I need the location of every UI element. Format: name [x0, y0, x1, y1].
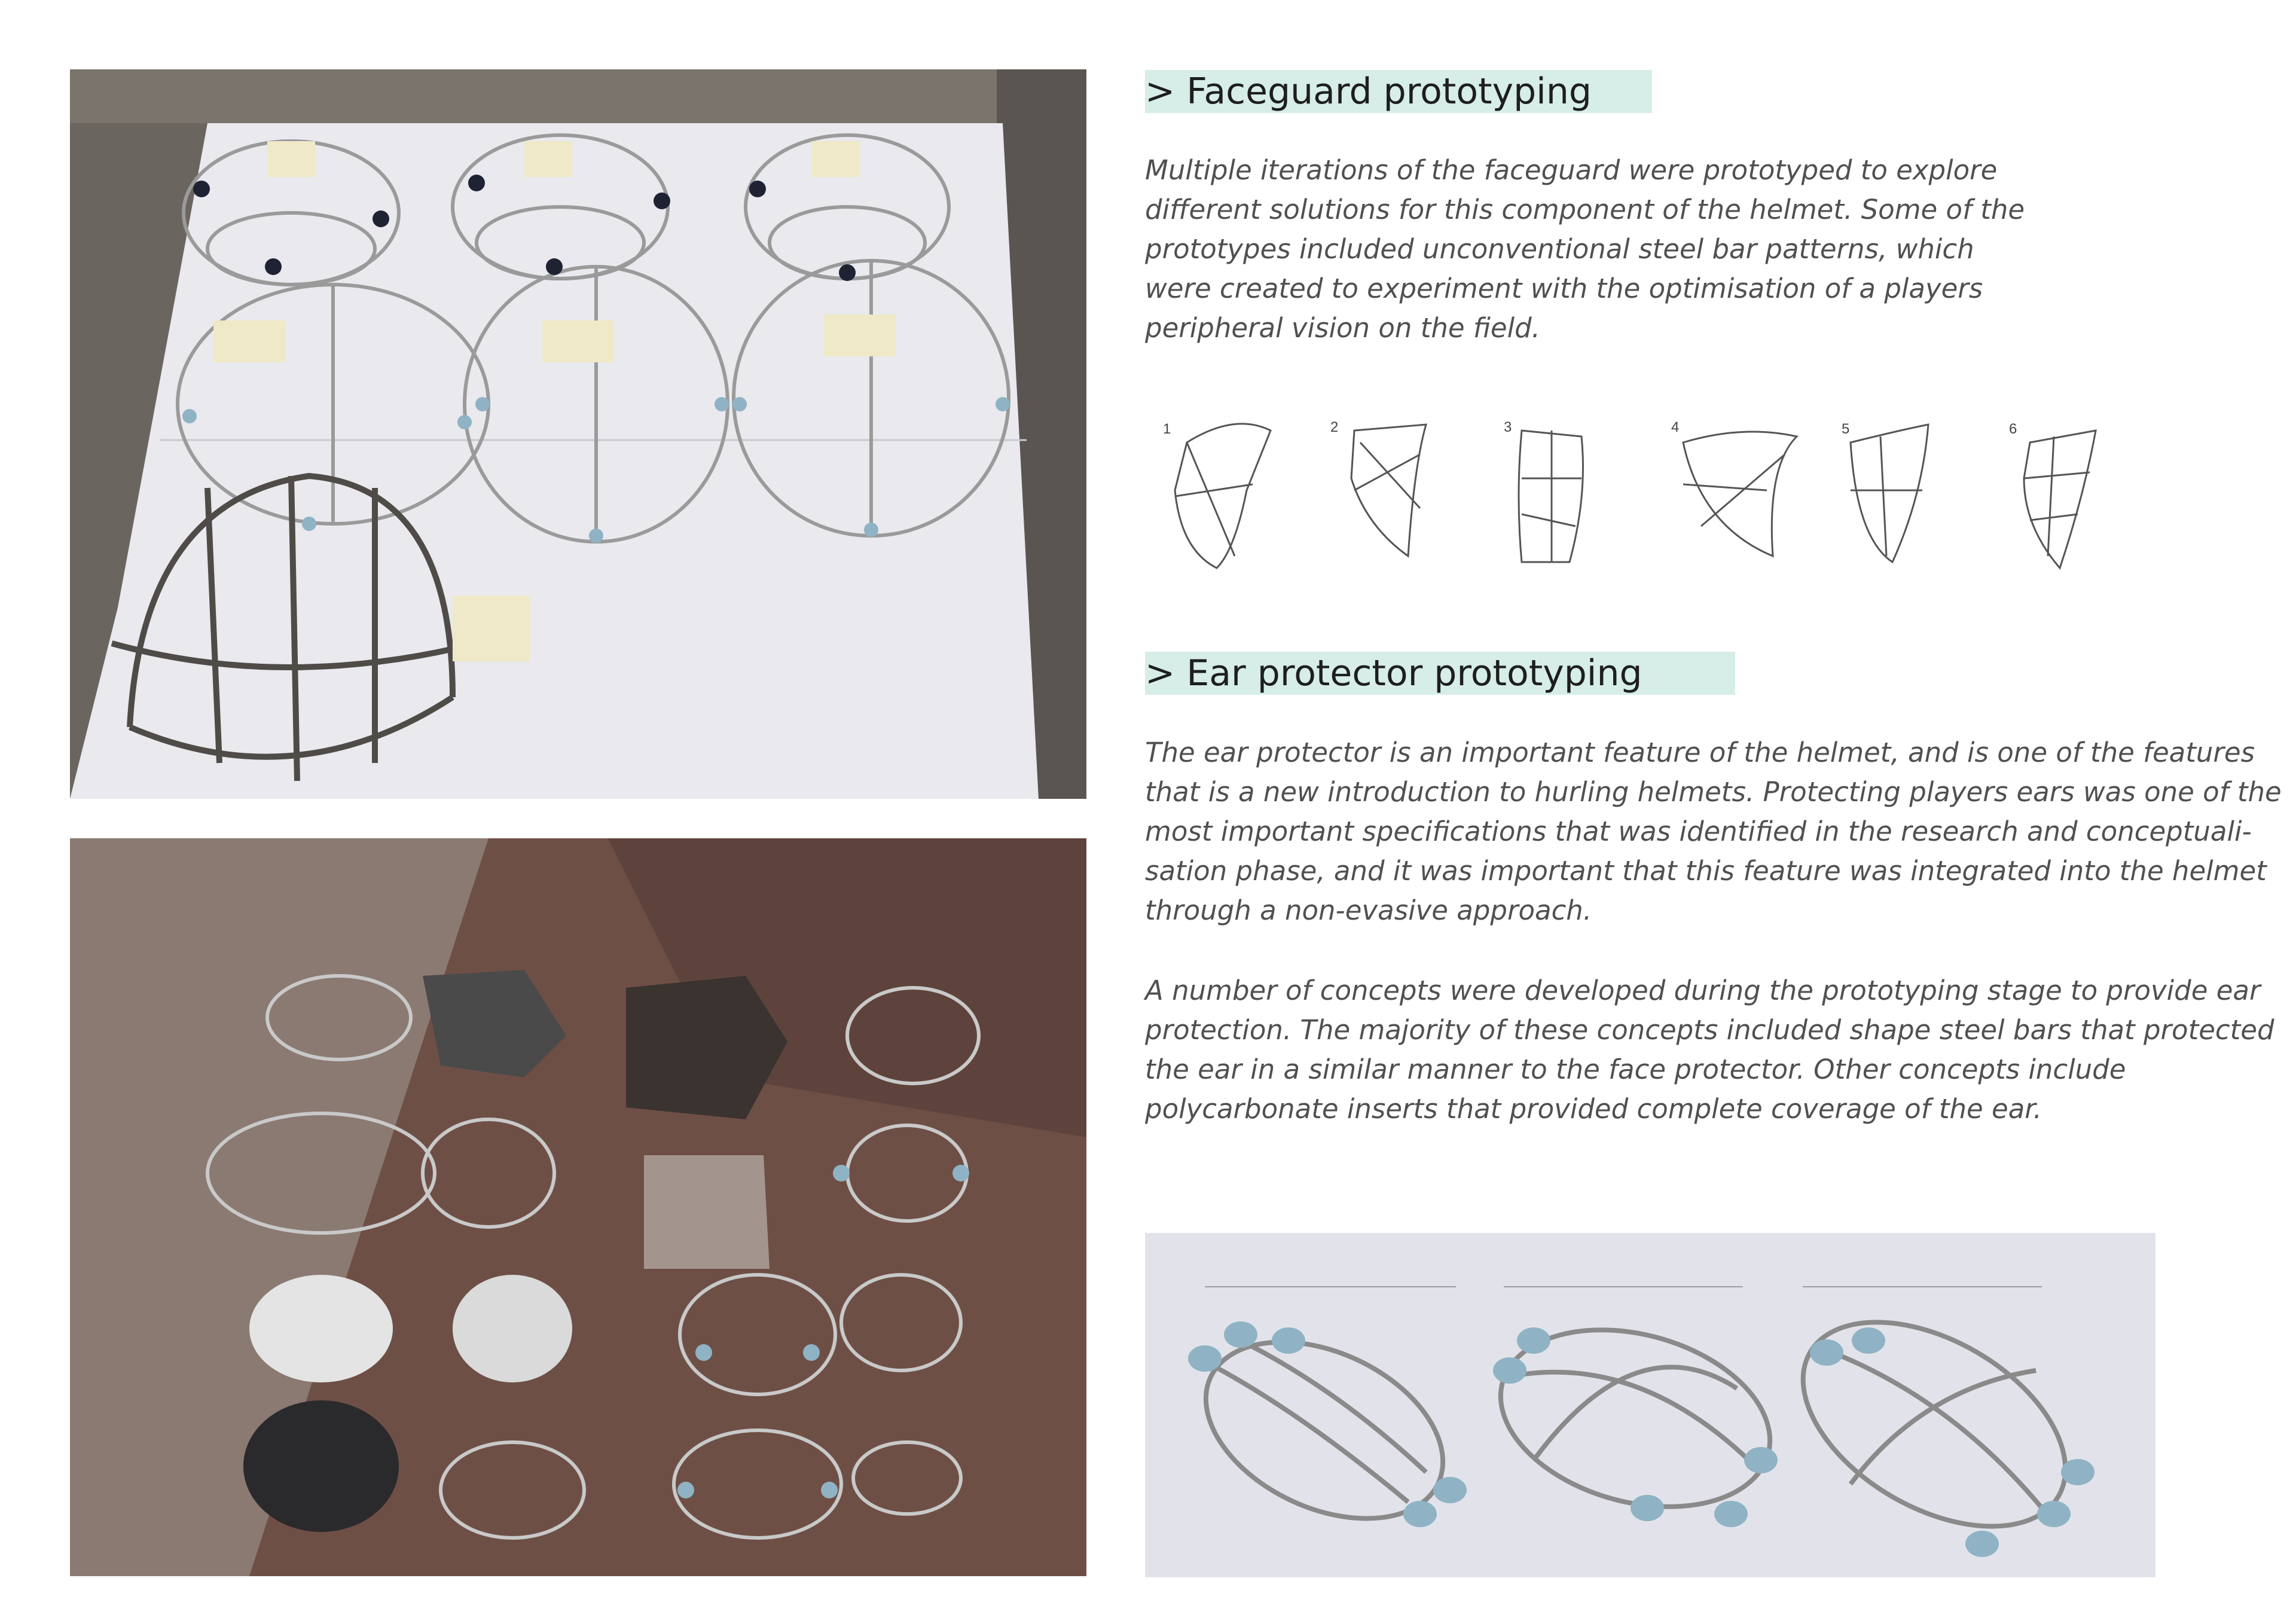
ear-description-2 — [1145, 971, 2274, 1129]
ear-description-line: A number of concepts were developed during the prototyping stage to provide ear — [1145, 975, 2261, 1006]
faceguard-prototypes-photo — [70, 69, 1086, 799]
ear-description-line: that is a new introduction to hurling helmets. Protecting players ears was one of the — [1145, 776, 2282, 808]
faceguard-description-line: were created to experiment with the optimisation of a players — [1145, 273, 1983, 304]
faceguard-section-heading: > Faceguard prototyping — [1145, 70, 1652, 113]
ear-description-line: The ear protector is an important feature of the helmet, and is one of the features — [1145, 737, 2255, 768]
sketch-number: 2 — [1330, 419, 1339, 435]
faceguard-description — [1145, 151, 2025, 348]
ear-description-line: the ear in a similar manner to the face protector. Other concepts include — [1145, 1054, 2126, 1085]
ear-cage-prototypes-photo — [1145, 1233, 2155, 1577]
sketch-number: 6 — [2009, 421, 2017, 437]
faceguard-description-line: peripheral vision on the field. — [1145, 312, 1540, 344]
faceguard-description-line: prototypes included unconventional steel bar patterns, which — [1145, 233, 1974, 265]
ear-description-line: through a non-evasive approach. — [1145, 895, 1592, 926]
ear-protector-prototypes-photo — [70, 838, 1086, 1576]
sketch-number: 1 — [1163, 421, 1171, 437]
faceguard-concept-sketches — [1145, 407, 2161, 586]
ear-section-heading: > Ear protector prototyping — [1145, 652, 1735, 695]
sketch-number: 3 — [1504, 419, 1512, 435]
sketch-number: 4 — [1671, 419, 1680, 435]
ear-description-line: most important specifications that was identified in the research and conceptuali- — [1145, 816, 2252, 847]
ear-description-1 — [1145, 733, 2282, 930]
ear-description-line: polycarbonate inserts that provided complete coverage of the ear. — [1145, 1093, 2042, 1125]
ear-description-line: sation phase, and it was important that this feature was integrated into the helmet — [1145, 855, 2267, 887]
sketch-number: 5 — [1842, 421, 1850, 437]
faceguard-description-line: Multiple iterations of the faceguard were prototyped to explore — [1145, 154, 1998, 186]
ear-description-line: protection. The majority of these concepts included shape steel bars that protected — [1145, 1014, 2274, 1046]
faceguard-description-line: different solutions for this component of the helmet. Some of the — [1145, 194, 2025, 225]
